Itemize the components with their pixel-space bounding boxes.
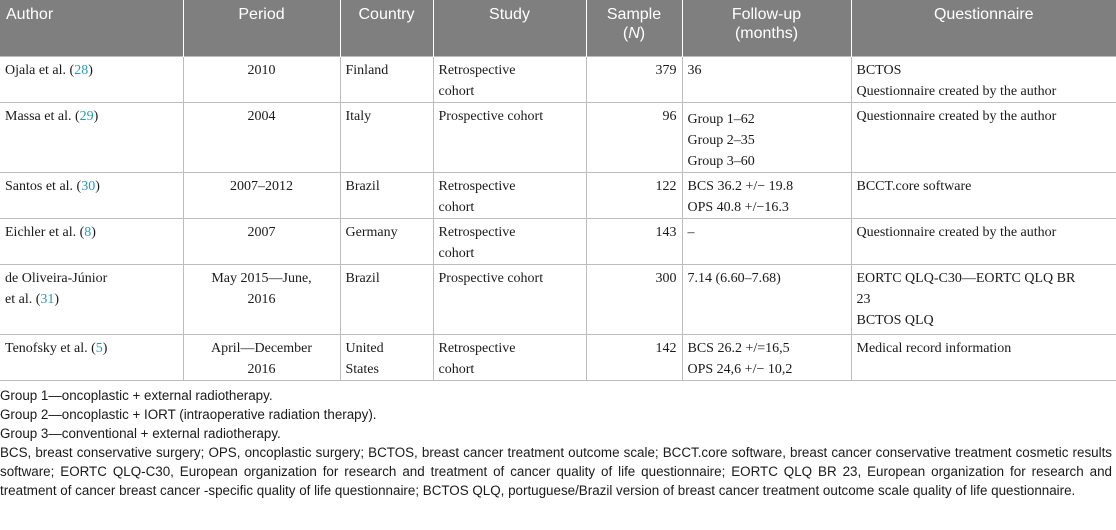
header-study: Study [433,0,586,56]
cell-questionnaire: Questionnaire created by the author [851,218,1116,264]
cell-period: 2007 [183,218,340,264]
cell-author: Eichler et al. (8) [0,218,183,264]
cell-study: Prospective cohort [433,264,586,334]
table-row [0,56,1116,102]
cell-author: Tenofsky et al. (5) [0,334,183,380]
cell-questionnaire: BCTOS Questionnaire created by the author [851,56,1116,102]
cell-period: April—December 2016 [183,334,340,380]
reference-link[interactable]: 28 [74,62,89,78]
footnote-group1: Group 1—oncoplastic + external radiotherapy. [0,388,273,403]
table-row [0,102,1116,172]
cell-period: 2010 [183,56,340,102]
cell-sample: 96 [586,102,682,172]
cell-author: de Oliveira-Júnior et al. (31) [0,264,183,334]
cell-country: Brazil [340,264,433,334]
reference-link[interactable]: 8 [84,224,92,240]
cell-sample: 122 [586,172,682,218]
reference-link[interactable]: 5 [95,340,103,356]
footnote-group2: Group 2—oncoplastic + IORT (intraoperative radiation therapy). [0,407,377,422]
cell-author: Santos et al. (30) [0,172,183,218]
header-sample-unit: N [628,25,640,42]
cell-country: Italy [340,102,433,172]
header-row [0,0,1116,56]
cell-questionnaire: Medical record information [851,334,1116,380]
reference-link[interactable]: 29 [79,108,94,124]
footnote-abbreviations: BCS, breast conservative surgery; OPS, oncoplastic surgery; BCTOS, breast cancer treatment outcome scale; BCCT.core software, breast cancer conservative treatment cosmetic results software; EORTC QLQ-C30, European organization for research and treatment of cancer quality of life questionnaire; EORTC QLQ BR 23, European organization for research and treatment of cancer breast cancer -specific quality of life questionnaire; BCTOS QLQ, portuguese/Brazil version of breast cancer treatment outcome scale quality of life questionnaire. [0,445,1112,498]
cell-study: Retrospective cohort [433,172,586,218]
header-period: Period [183,0,340,56]
cell-followup: Group 1–62 Group 2–35 Group 3–60 [682,102,851,172]
cell-country: Finland [340,56,433,102]
cell-followup: 7.14 (6.60–7.68) [682,264,851,334]
table-row [0,264,1116,334]
cell-study: Retrospective cohort [433,218,586,264]
table-footnotes [0,386,1112,500]
cell-sample: 143 [586,218,682,264]
header-country: Country [340,0,433,56]
table-row [0,334,1116,380]
cell-followup: BCS 26.2 +/=16,5 OPS 24,6 +/− 10,2 [682,334,851,380]
cell-country: United States [340,334,433,380]
cell-country: Germany [340,218,433,264]
cell-questionnaire: BCCT.core software [851,172,1116,218]
cell-study: Retrospective cohort [433,334,586,380]
cell-period: May 2015—June, 2016 [183,264,340,334]
header-author: Author [0,0,183,56]
header-followup-l2: (months) [734,25,799,42]
header-sample: Sample (N) [586,0,682,56]
table-row [0,172,1116,218]
cell-questionnaire: Questionnaire created by the author [851,102,1116,172]
cell-study: Retrospective cohort [433,56,586,102]
header-followup [682,0,851,56]
cell-sample: 379 [586,56,682,102]
cell-study: Prospective cohort [433,102,586,172]
cell-author: Ojala et al. (28) [0,56,183,102]
cell-period: 2007–2012 [183,172,340,218]
cell-author: Massa et al. (29) [0,102,183,172]
cell-sample: 142 [586,334,682,380]
cell-followup: – [682,218,851,264]
reference-link[interactable]: 30 [81,178,96,194]
cell-period: 2004 [183,102,340,172]
footnote-group3: Group 3—conventional + external radiotherapy. [0,426,281,441]
reference-link[interactable]: 31 [40,291,55,307]
header-questionnaire: Questionnaire [851,0,1116,56]
cell-country: Brazil [340,172,433,218]
header-followup-l1: Follow-up [731,6,802,23]
cell-followup: BCS 36.2 +/− 19.8 OPS 40.8 +/−16.3 [682,172,851,218]
cell-questionnaire: EORTC QLQ-C30—EORTC QLQ BR 23 BCTOS QLQ [851,264,1116,334]
cell-followup: 36 [682,56,851,102]
table-row [0,218,1116,264]
cell-sample: 300 [586,264,682,334]
header-sample-label: Sample [606,6,662,23]
